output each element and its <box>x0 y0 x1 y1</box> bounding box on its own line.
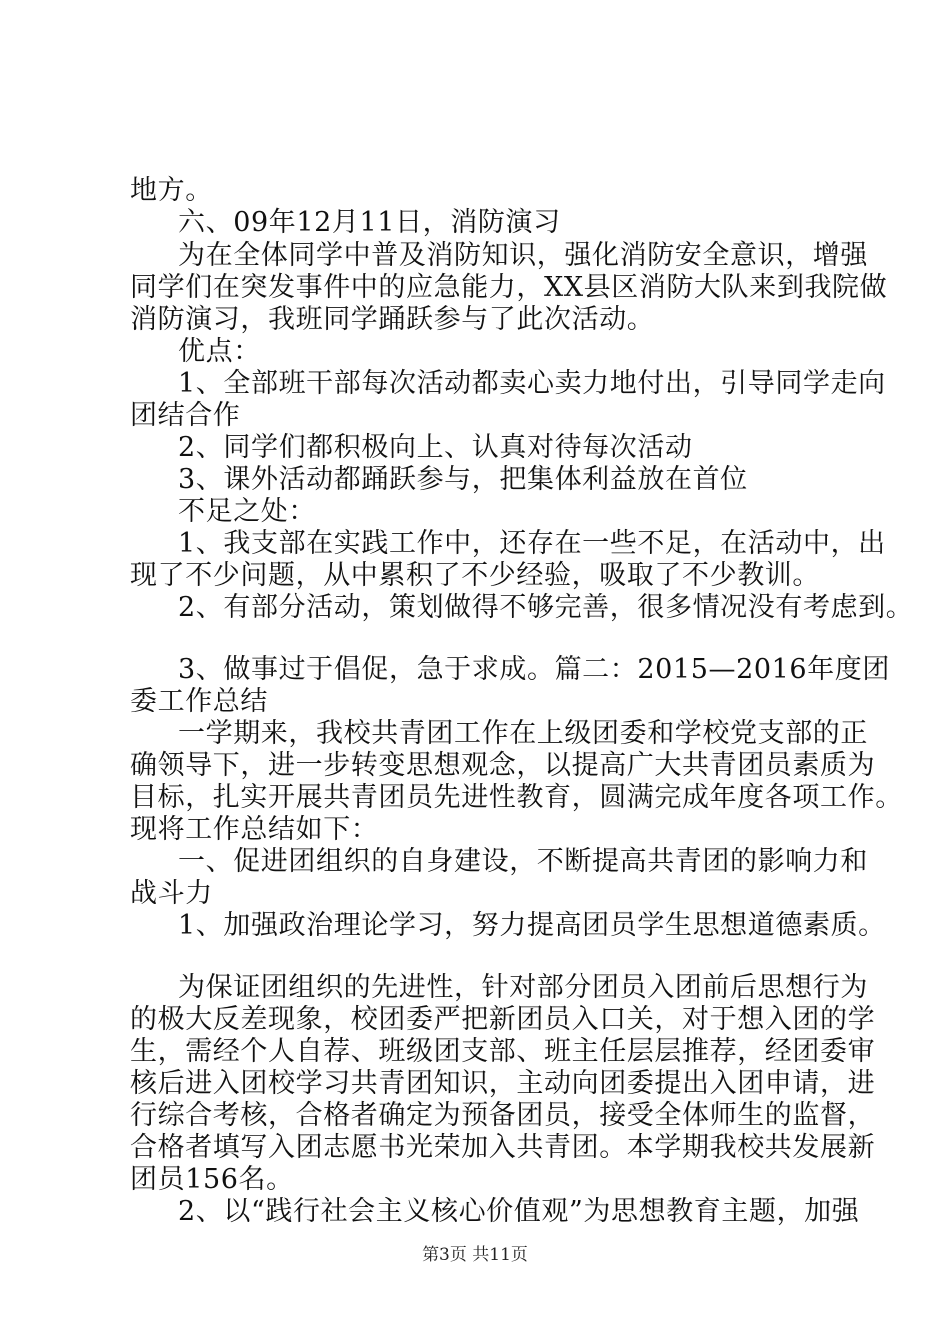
text-line: 核后进入团校学习共青团知识，主动向团委提出入团申请，进 <box>130 1068 876 1099</box>
text-line: 现将工作总结如下： <box>130 814 379 845</box>
text-line: 为保证团组织的先进性，针对部分团员入团前后思想行为 <box>178 972 868 1003</box>
text-line: 同学们在突发事件中的应急能力，XX县区消防大队来到我院做 <box>130 272 888 303</box>
text-line: 现了不少问题，从中累积了不少经验，吸取了不少教训。 <box>130 560 820 591</box>
text-line: 1、加强政治理论学习，努力提高团员学生思想道德素质。 <box>178 910 886 941</box>
text-line: 3、做事过于倡促，急于求成。篇二：2015—2016年度团 <box>178 654 891 685</box>
text-line: 战斗力 <box>130 878 213 909</box>
text-line: 2、有部分活动，策划做得不够完善，很多情况没有考虑到。 <box>178 592 914 623</box>
text-line: 2、同学们都积极向上、认真对待每次活动 <box>178 432 693 463</box>
page-number-footer: 第3页 共11页 <box>422 1245 528 1265</box>
text-line: 团员156名。 <box>130 1164 294 1195</box>
subheading-strengths: 优点： <box>178 336 261 367</box>
text-line: 合格者填写入团志愿书光荣加入共青团。本学期我校共发展新 <box>130 1132 876 1163</box>
text-line: 团结合作 <box>130 400 241 431</box>
text-line: 目标，扎实开展共青团员先进性教育，圆满完成年度各项工作。 <box>130 782 903 813</box>
text-line: 1、全部班干部每次活动都卖心卖力地付出，引导同学走向 <box>178 368 886 399</box>
text-line: 地方。 <box>130 175 213 206</box>
text-line: 确领导下，进一步转变思想观念，以提高广大共青团员素质为 <box>130 750 876 781</box>
text-line: 消防演习，我班同学踊跃参与了此次活动。 <box>130 304 655 335</box>
text-line: 为在全体同学中普及消防知识，强化消防安全意识，增强 <box>178 240 868 271</box>
text-line: 3、课外活动都踊跃参与，把集体利益放在首位 <box>178 464 748 495</box>
text-line: 行综合考核，合格者确定为预备团员，接受全体师生的监督， <box>130 1100 876 1131</box>
text-line: 生，需经个人自荐、班级团支部、班主任层层推荐，经团委审 <box>130 1036 876 1067</box>
text-line: 1、我支部在实践工作中，还存在一些不足，在活动中，出 <box>178 528 886 559</box>
text-line: 的极大反差现象，校团委严把新团员入口关，对于想入团的学 <box>130 1004 876 1035</box>
text-line: 2、以“践行社会主义核心价值观”为思想教育主题，加强 <box>178 1196 860 1227</box>
text-line: 委工作总结 <box>130 686 268 717</box>
section-heading-fire-drill: 六、09年12月11日，消防演习 <box>178 207 561 238</box>
section-heading-organization: 一、促进团组织的自身建设，不断提高共青团的影响力和 <box>178 846 868 877</box>
subheading-shortcomings: 不足之处： <box>178 496 316 527</box>
text-line: 一学期来，我校共青团工作在上级团委和学校党支部的正 <box>178 718 868 749</box>
